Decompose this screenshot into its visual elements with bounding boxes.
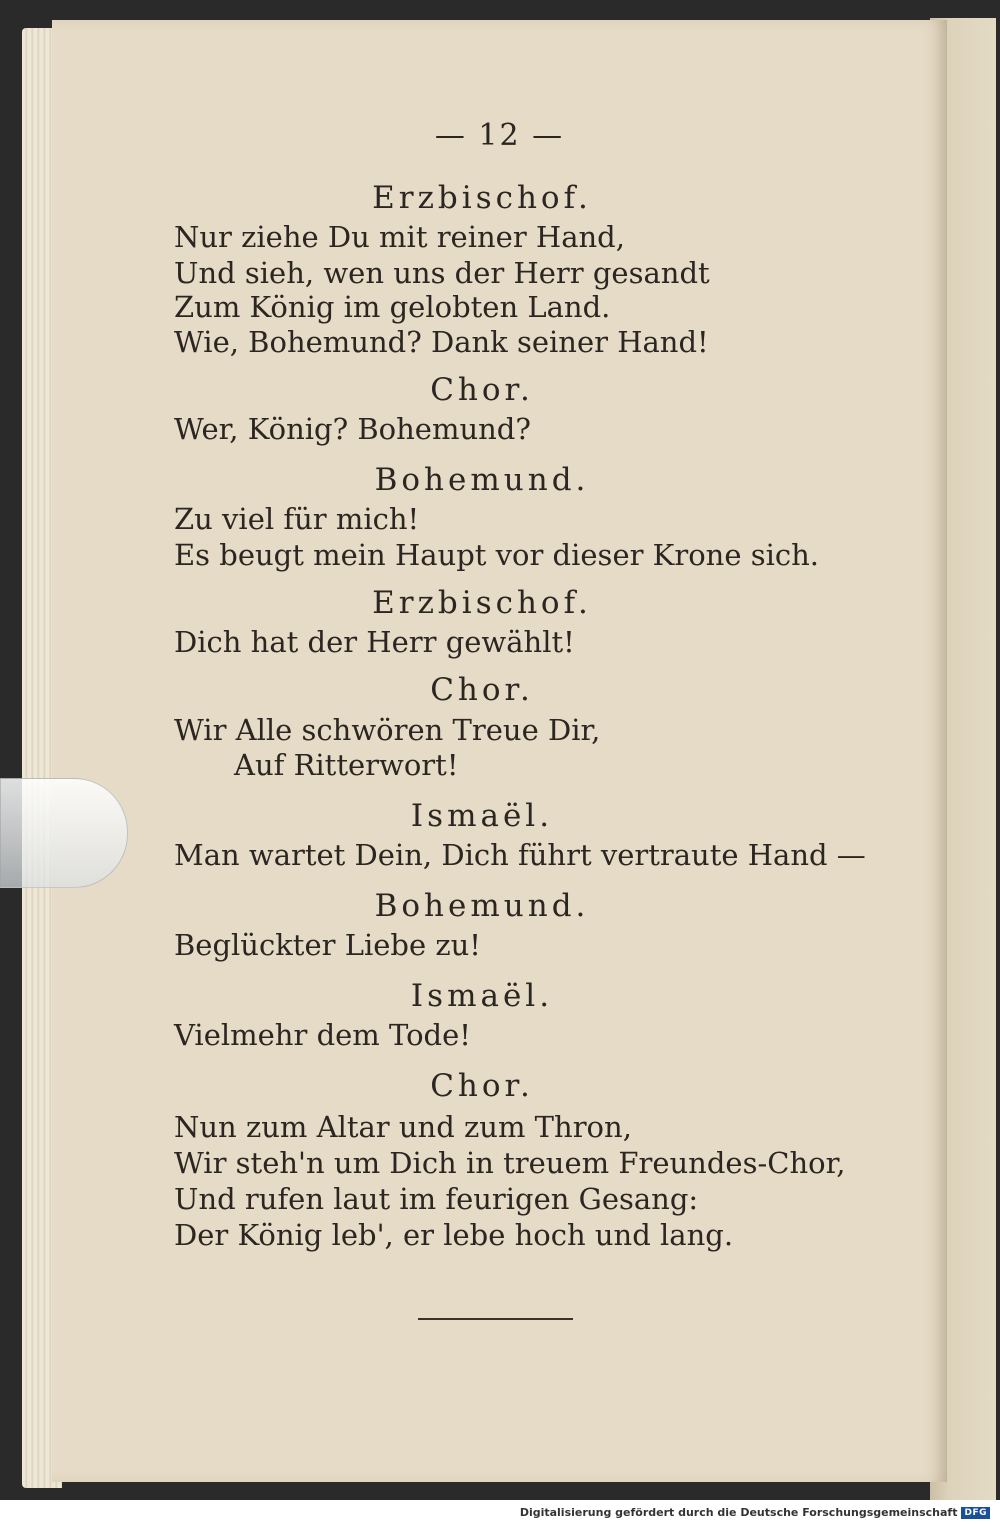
verse-line: Und sieh, wen uns der Herr gesandt <box>174 256 710 290</box>
verse-line: Zu viel für mich! <box>174 502 420 536</box>
page-clip <box>0 778 128 888</box>
verse-line: Nur ziehe Du mit reiner Hand, <box>174 220 625 254</box>
footer-text: Digitalisierung gefördert durch die Deutsche Forschungsgemeinschaft <box>519 1506 958 1519</box>
verse-line: Vielmehr dem Tode! <box>174 1018 471 1052</box>
verse-line: Und rufen laut im feurigen Gesang: <box>174 1182 699 1216</box>
verse-line: Man wartet Dein, Dich führt vertraute Hand — <box>174 838 866 872</box>
speaker-name: Erzbischof. <box>372 585 592 621</box>
verse-line: Der König leb', er lebe hoch und lang. <box>174 1218 734 1252</box>
section-divider <box>418 1318 573 1320</box>
speaker-name: Ismaël. <box>410 978 554 1014</box>
verse-line: Zum König im gelobten Land. <box>174 290 611 324</box>
page-number: — 12 — <box>434 118 565 153</box>
verse-line: Nun zum Altar und zum Thron, <box>174 1110 632 1144</box>
speaker-name: Erzbischof. <box>372 180 592 216</box>
verse-line: Wie, Bohemund? Dank seiner Hand! <box>174 325 709 359</box>
verse-line: Dich hat der Herr gewählt! <box>174 625 575 659</box>
dfg-logo-icon: DFG <box>961 1507 990 1519</box>
verse-line: Es beugt mein Haupt vor dieser Krone sich. <box>174 538 820 572</box>
speaker-name: Chor. <box>430 1068 534 1104</box>
speaker-name: Bohemund. <box>374 888 590 924</box>
speaker-name: Bohemund. <box>374 462 590 498</box>
verse-line: Wir Alle schwören Treue Dir, <box>174 713 601 747</box>
verse-line: Auf Ritterwort! <box>234 748 459 782</box>
verse-line: Beglückter Liebe zu! <box>174 928 481 962</box>
speaker-name: Chor. <box>430 672 534 708</box>
verse-line: Wer, König? Bohemund? <box>174 412 531 446</box>
speaker-name: Chor. <box>430 372 534 408</box>
book-page <box>52 20 947 1482</box>
speaker-name: Ismaël. <box>410 798 554 834</box>
footer-credit <box>520 1506 990 1519</box>
verse-line: Wir steh'n um Dich in treuem Freundes-Chor, <box>174 1146 846 1180</box>
